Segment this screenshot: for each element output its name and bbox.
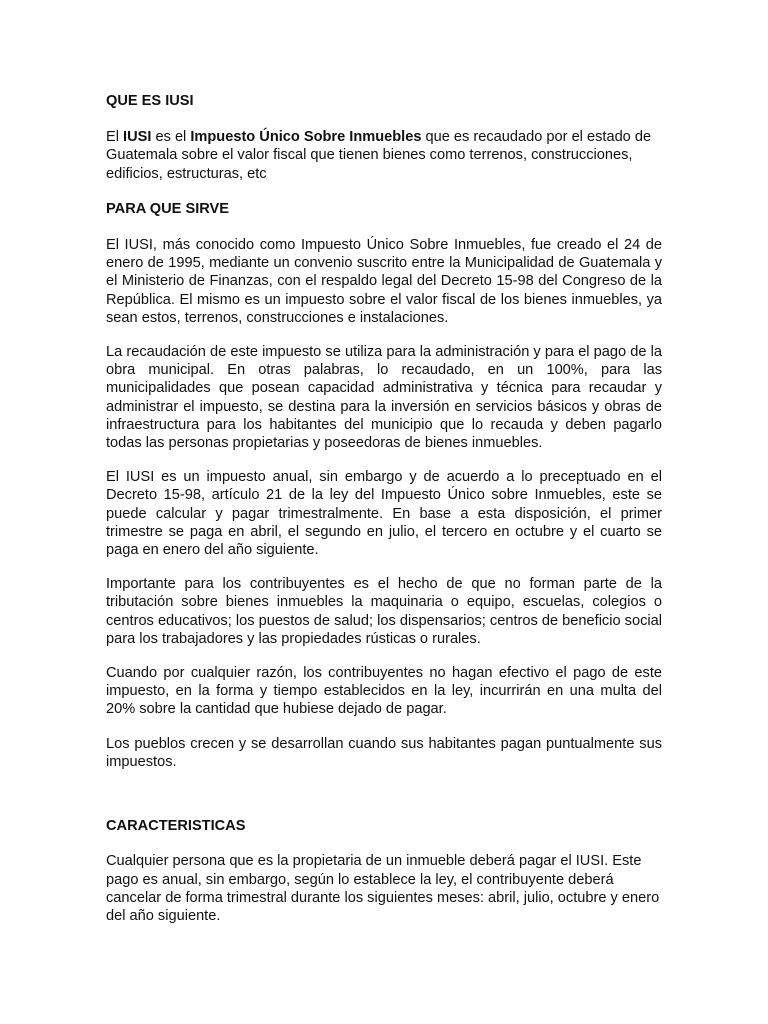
- heading-para-que-sirve: PARA QUE SIRVE: [106, 200, 229, 217]
- document-page: [106, 88, 662, 925]
- intro-text-pre: El: [106, 129, 124, 146]
- paragraph-recaudacion: La recaudación de este impuesto se utiliza para la administración y para el pago de la obra municipal. En otras palabras, lo recaudado, en un 100%, para las municipalidades que posean capacidad administrativa y técnica para recaudar y administrar el impuesto, se destina para la inversión en servicios básicos y obras de infraestructura para los habitantes del municipio que lo recauda y deben pagarlo todas las personas propietarias y poseedoras de bienes inmuebles.: [106, 344, 662, 452]
- paragraph-caracteristicas: Cualquier persona que es la propietaria de un inmueble deberá pagar el IUSI. Este pago es anual, sin embargo, según lo establece la ley, el contribuyente deberá cancelar de forma trimestral durante los siguientes meses: abril, julio, octubre y enero del año siguiente.: [106, 853, 660, 924]
- paragraph-pueblos: Los pueblos crecen y se desarrollan cuando sus habitantes pagan puntualmente sus impuestos.: [106, 735, 662, 770]
- intro-text-post: que es recaudado por el estado de Guatemala sobre el valor fiscal que tienen bienes como terrenos, construcciones, edificios, estructuras, etc: [106, 129, 652, 182]
- intro-bold-iusi: IUSI: [123, 129, 152, 146]
- intro-paragraph: [106, 128, 662, 183]
- intro-bold-impuesto: Impuesto Único Sobre Inmuebles: [190, 129, 422, 146]
- paragraph-multa: Cuando por cualquier razón, los contribuyentes no hagan efectivo el pago de este impuesto, en la forma y tiempo establecidos en la ley, incurrirán en una multa del 20% sobre la cantidad que hubiese dejado de pagar.: [106, 665, 662, 718]
- paragraph-importante: Importante para los contribuyentes es el hecho de que no forman parte de la tributación sobre bienes inmuebles la maquinaria o equipo, escuelas, colegios o centros educativos; los puestos de salud; los dispensarios; centros de beneficio social para los trabajadores y las propiedades rústicas o rurales.: [106, 576, 662, 647]
- heading-caracteristicas: CARACTERISTICAS: [106, 818, 246, 835]
- heading-que-es-iusi: QUE ES IUSI: [106, 93, 194, 109]
- paragraph-creacion: El IUSI, más conocido como Impuesto Único Sobre Inmuebles, fue creado el 24 de enero de 1995, mediante un convenio suscrito entre la Municipalidad de Guatemala y el Ministerio de Finanzas, con el respaldo legal del Decreto 15-98 del Congreso de la República. El mismo es un impuesto sobre el valor fiscal de los bienes inmuebles, ya sean estos, terrenos, construcciones e instalaciones.: [106, 237, 662, 326]
- intro-text-mid: es el: [151, 129, 191, 146]
- paragraph-anual: El IUSI es un impuesto anual, sin embargo y de acuerdo a lo preceptuado en el Decreto 15-98, artículo 21 de la ley del Impuesto Único sobre Inmuebles, este se puede calcular y pagar trimestralmente. En base a esta disposición, el primer trimestre se paga en abril, el segundo en julio, el tercero en octubre y el cuarto se paga en enero del año siguiente.: [106, 469, 662, 559]
